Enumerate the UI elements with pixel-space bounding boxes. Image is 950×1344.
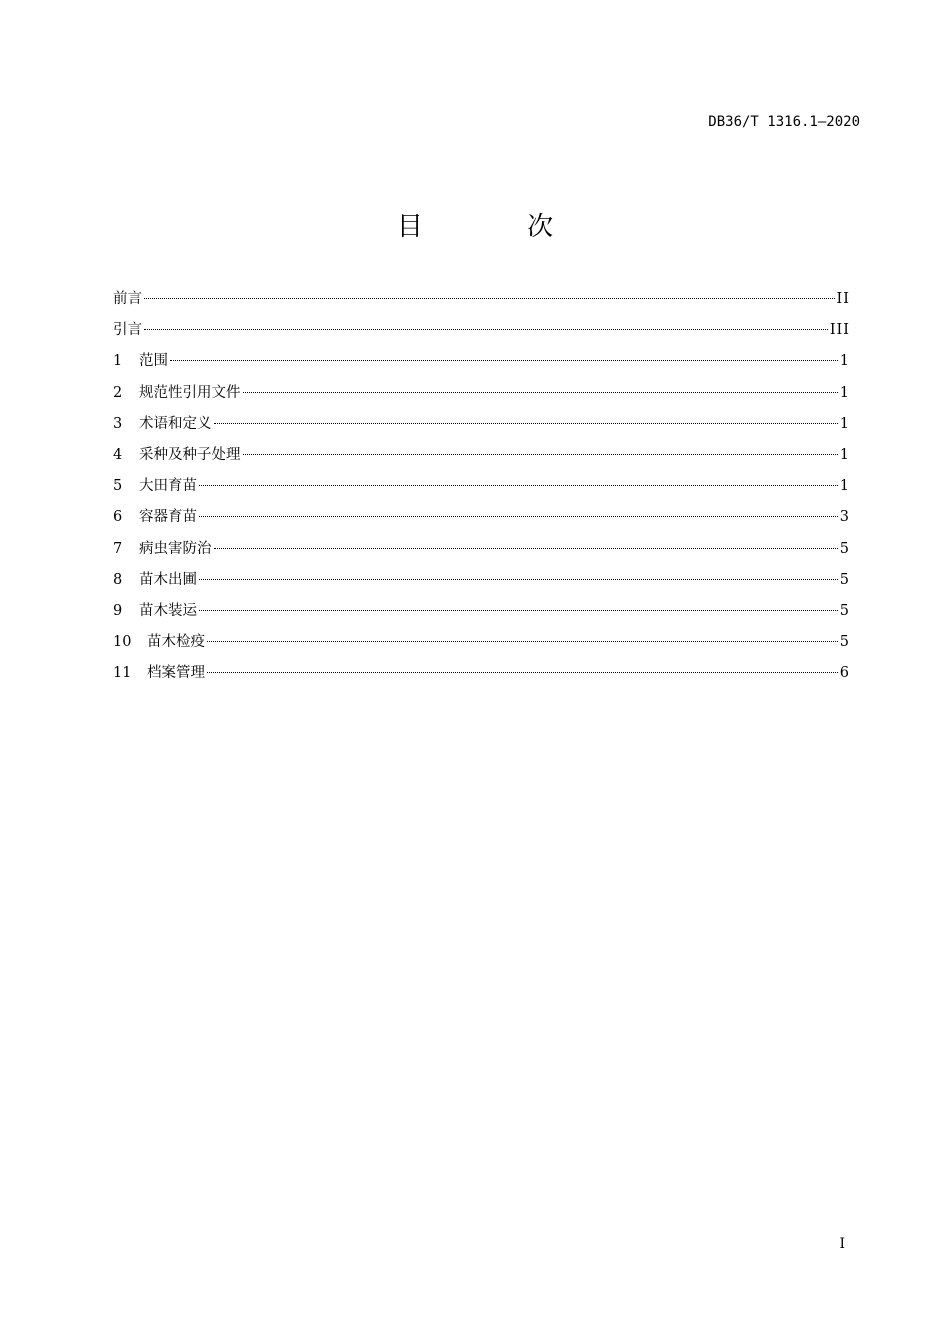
page-title: 目 次 xyxy=(396,212,602,242)
toc-entry-page: II xyxy=(836,291,850,307)
toc-entry-number: 6 xyxy=(113,509,123,526)
toc-entry-scope[interactable] xyxy=(113,346,850,377)
dot-leader xyxy=(214,423,838,424)
toc-entry-number: 5 xyxy=(113,478,123,495)
toc-entry-label: 档案管理 xyxy=(147,665,205,682)
toc-entry-seedling-lifting[interactable] xyxy=(113,565,850,596)
toc-entry-page: 1 xyxy=(839,446,850,463)
toc-entry-label: 大田育苗 xyxy=(139,478,197,495)
toc-entry-page: 5 xyxy=(839,540,850,557)
toc-entry-number: 3 xyxy=(113,415,123,432)
toc-entry-number: 10 xyxy=(113,634,132,651)
toc-entry-number: 7 xyxy=(113,540,123,557)
dot-leader xyxy=(144,298,835,299)
standard-code: DB36/T 1316.1—2020 xyxy=(708,114,860,130)
dot-leader xyxy=(207,672,838,673)
toc-entry-number: 11 xyxy=(113,665,132,682)
dot-leader xyxy=(214,548,838,549)
toc-entry-number: 4 xyxy=(113,446,123,463)
dot-leader xyxy=(199,579,838,580)
toc-entry-page: 6 xyxy=(839,665,850,682)
toc-entry-records[interactable] xyxy=(113,658,850,689)
toc-entry-foreword[interactable] xyxy=(113,284,850,315)
dot-leader xyxy=(144,329,828,330)
toc-entry-quarantine[interactable] xyxy=(113,627,850,658)
toc-entry-page: 1 xyxy=(839,384,850,401)
toc-entry-label: 苗木检疫 xyxy=(147,634,205,651)
toc-entry-label: 前言 xyxy=(113,291,142,307)
dot-leader xyxy=(199,516,838,517)
dot-leader xyxy=(243,454,838,455)
toc-entry-seed-collection[interactable] xyxy=(113,440,850,471)
toc-entry-page: III xyxy=(829,322,850,339)
toc-entry-page: 1 xyxy=(839,478,850,495)
toc-entry-label: 苗木出圃 xyxy=(139,571,197,588)
toc-entry-number: 8 xyxy=(113,571,123,588)
toc-entry-page: 5 xyxy=(839,602,850,619)
toc-entry-label: 术语和定义 xyxy=(139,415,212,432)
toc-entry-page: 3 xyxy=(839,509,850,526)
dot-leader xyxy=(199,485,838,486)
toc-entry-label: 苗木装运 xyxy=(139,602,197,619)
toc-entry-number: 2 xyxy=(113,384,123,401)
toc-entry-label: 规范性引用文件 xyxy=(139,384,241,401)
toc-entry-page: 1 xyxy=(839,415,850,432)
toc-entry-page: 5 xyxy=(839,571,850,588)
page-number: I xyxy=(839,1236,845,1252)
toc-entry-label: 采种及种子处理 xyxy=(139,446,241,463)
dot-leader xyxy=(207,641,838,642)
toc-entry-label: 引言 xyxy=(113,322,142,339)
toc-entry-label: 范围 xyxy=(139,353,168,370)
dot-leader xyxy=(243,392,838,393)
toc-entry-field-nursery[interactable] xyxy=(113,471,850,502)
toc-entry-page: 1 xyxy=(839,353,850,370)
toc-entry-page: 5 xyxy=(839,634,850,651)
toc-entry-number: 1 xyxy=(113,353,123,370)
toc-entry-terms-definitions[interactable] xyxy=(113,409,850,440)
toc-entry-pest-control[interactable] xyxy=(113,534,850,565)
toc-entry-normative-references[interactable] xyxy=(113,378,850,409)
dot-leader xyxy=(170,360,838,361)
table-of-contents xyxy=(113,284,850,689)
toc-entry-introduction[interactable] xyxy=(113,315,850,346)
toc-entry-label: 容器育苗 xyxy=(139,509,197,526)
toc-entry-container-nursery[interactable] xyxy=(113,502,850,533)
dot-leader xyxy=(199,610,838,611)
toc-entry-seedling-transport[interactable] xyxy=(113,596,850,627)
toc-entry-label: 病虫害防治 xyxy=(139,540,212,557)
toc-entry-number: 9 xyxy=(113,602,123,619)
